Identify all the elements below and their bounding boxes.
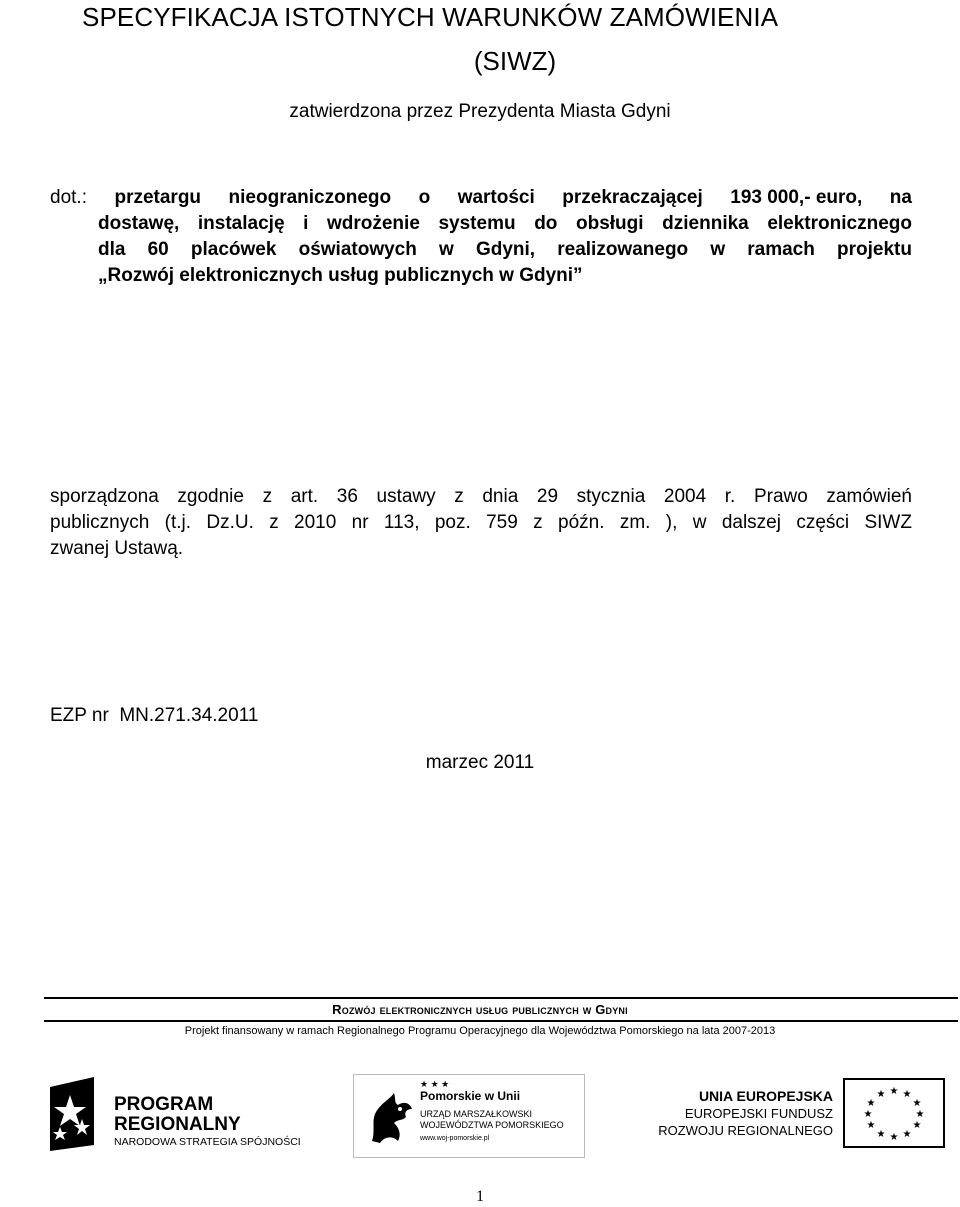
subject-paragraph [50, 185, 912, 289]
logo-program-regionalny [44, 1075, 301, 1155]
subject-word: dla [98, 239, 126, 260]
subject-line-2 [50, 211, 912, 237]
svg-text:★: ★ [915, 1109, 925, 1120]
legal-word: późn. [558, 512, 605, 533]
logo-pomorskie-line3: WOJEWÓDZTWA POMORSKIEGO [420, 1120, 564, 1130]
page-number [0, 1188, 960, 1206]
legal-word: art. [290, 486, 319, 507]
subject-word: wartości [457, 187, 535, 208]
footer-funding-note [0, 1025, 960, 1037]
subject-word: i [303, 213, 309, 234]
svg-text:★: ★ [902, 1129, 912, 1140]
legal-word: ustawy [376, 486, 436, 507]
footer-top-rule [44, 997, 958, 999]
legal-word: Dz.U. [206, 512, 254, 533]
subject-word: Gdyni, [475, 239, 536, 260]
subject-line-1 [50, 185, 912, 211]
svg-text:★: ★ [889, 1086, 899, 1097]
subject-word: 60 [147, 239, 169, 260]
subject-word: oświatowych [298, 239, 417, 260]
legal-word: 113, [383, 512, 420, 533]
griffin-icon [364, 1089, 416, 1147]
logo-pomorskie [353, 1074, 585, 1158]
logo-pomorskie-line1: Pomorskie w Unii [420, 1089, 521, 1103]
logo-pomorskie-url: www.woj-pomorskie.pl [420, 1135, 490, 1142]
legal-word: zamówień [826, 486, 912, 507]
svg-text:★: ★ [866, 1120, 876, 1131]
legal-word: poz. [434, 512, 471, 533]
legal-word: części [796, 512, 850, 533]
legal-word: ), [665, 512, 678, 533]
page-number-text: 1 [476, 1188, 484, 1205]
subject-word: obsługi [576, 213, 644, 234]
logo-program-line2: REGIONALNY [114, 1114, 241, 1135]
legal-word: 2010 [294, 512, 337, 533]
legal-word: r. [724, 486, 736, 507]
issue-date-text: marzec 2011 [425, 752, 535, 773]
subject-word: elektronicznego [767, 213, 912, 234]
subject-word: przekraczającej [562, 187, 703, 208]
legal-word: 36 [336, 486, 358, 507]
legal-word: 29 [536, 486, 559, 507]
subject-word: w [439, 239, 454, 260]
logo-pomorskie-line2: URZĄD MARSZAŁKOWSKI [420, 1109, 533, 1119]
document-title: SPECYFIKACJA ISTOTNYCH WARUNKÓW ZAMÓWIENIA [82, 2, 779, 32]
logo-eu-line3: ROZWOJU REGIONALNEGO [658, 1123, 833, 1138]
legal-line-2 [50, 510, 912, 536]
legal-word: 2004 [663, 486, 707, 507]
subject-word: placówek [190, 239, 277, 260]
subject-word: 193 000,- euro, [730, 187, 863, 208]
footer-project-title [0, 1002, 960, 1017]
legal-word: zm. [619, 512, 651, 533]
star-flag-icon [44, 1075, 104, 1153]
legal-word: dalszej [721, 512, 781, 533]
subject-word: projektu [837, 239, 912, 260]
logo-unia-europejska [660, 1078, 945, 1156]
legal-line-3: zwanej Ustawą. [50, 538, 184, 559]
subject-word: do [534, 213, 558, 234]
legal-word: SIWZ [864, 512, 912, 533]
footer-project-title-text: Rozwój elektronicznych usług publicznych w Gdyni [332, 1002, 628, 1017]
subject-word: na [889, 187, 912, 208]
logo-eu-line2: EUROPEJSKI FUNDUSZ [684, 1106, 833, 1121]
logo-program-line1: PROGRAM [114, 1094, 214, 1115]
legal-word: w [692, 512, 707, 533]
legal-word: dnia [482, 486, 519, 507]
subject-word: w [710, 239, 726, 260]
subject-prefix: dot.: [50, 187, 87, 208]
footer-funding-text: Projekt finansowany w ramach Regionalnego Programu Operacyjnego dla Województwa Pomorskiego na lata 2007-2013 [184, 1025, 776, 1037]
legal-word: zgodnie [177, 486, 244, 507]
svg-text:★: ★ [863, 1109, 873, 1120]
stars-decoration: ★ ★ ★ [420, 1079, 450, 1089]
legal-word: sporządzona [50, 486, 159, 507]
subject-word: instalację [197, 213, 285, 234]
subject-word: o [418, 187, 431, 208]
svg-text:★: ★ [876, 1129, 886, 1140]
legal-word: z [262, 486, 273, 507]
subject-word: nieograniczonego [228, 187, 392, 208]
subject-word: przetargu [114, 187, 202, 208]
svg-text:★: ★ [912, 1098, 922, 1109]
subject-word: dziennika [662, 213, 749, 234]
legal-word: 759 [486, 512, 518, 533]
legal-word: z [269, 512, 279, 533]
svg-text:★: ★ [876, 1089, 886, 1100]
subject-line-4: „Rozwój elektronicznych usług publicznych w Gdyni” [98, 265, 583, 286]
reference-number: EZP nr MN.271.34.2011 [50, 705, 259, 726]
svg-text:★: ★ [889, 1132, 899, 1143]
eu-flag-icon [843, 1078, 945, 1148]
footer-middle-rule [44, 1020, 958, 1022]
logo-program-line3: NARODOWA STRATEGIA SPÓJNOŚCI [114, 1136, 301, 1148]
logo-eu-line1: UNIA EUROPEJSKA [698, 1088, 833, 1104]
legal-word: publicznych [50, 512, 150, 533]
legal-word: nr [351, 512, 369, 533]
document-title-abbrev: (SIWZ) [473, 46, 557, 76]
legal-word: z [454, 486, 464, 507]
legal-word: (t.j. [164, 512, 192, 533]
subject-word: wdrożenie [326, 213, 420, 234]
legal-basis-paragraph [50, 484, 912, 562]
legal-word: z [533, 512, 543, 533]
subject-line-3 [50, 237, 912, 263]
svg-text:★: ★ [866, 1098, 876, 1109]
issue-date [0, 752, 960, 774]
approval-text: zatwierdzona przez Prezydenta Miasta Gdyni [289, 101, 671, 122]
legal-word: Prawo [753, 486, 808, 507]
legal-line-1 [50, 484, 912, 510]
svg-text:★: ★ [902, 1089, 912, 1100]
approval-line [0, 101, 960, 123]
subject-word: ramach [747, 239, 815, 260]
subject-word: systemu [438, 213, 516, 234]
svg-text:★: ★ [912, 1120, 922, 1131]
legal-word: stycznia [576, 486, 646, 507]
subject-word: dostawę, [98, 213, 180, 234]
subject-word: realizowanego [557, 239, 689, 260]
